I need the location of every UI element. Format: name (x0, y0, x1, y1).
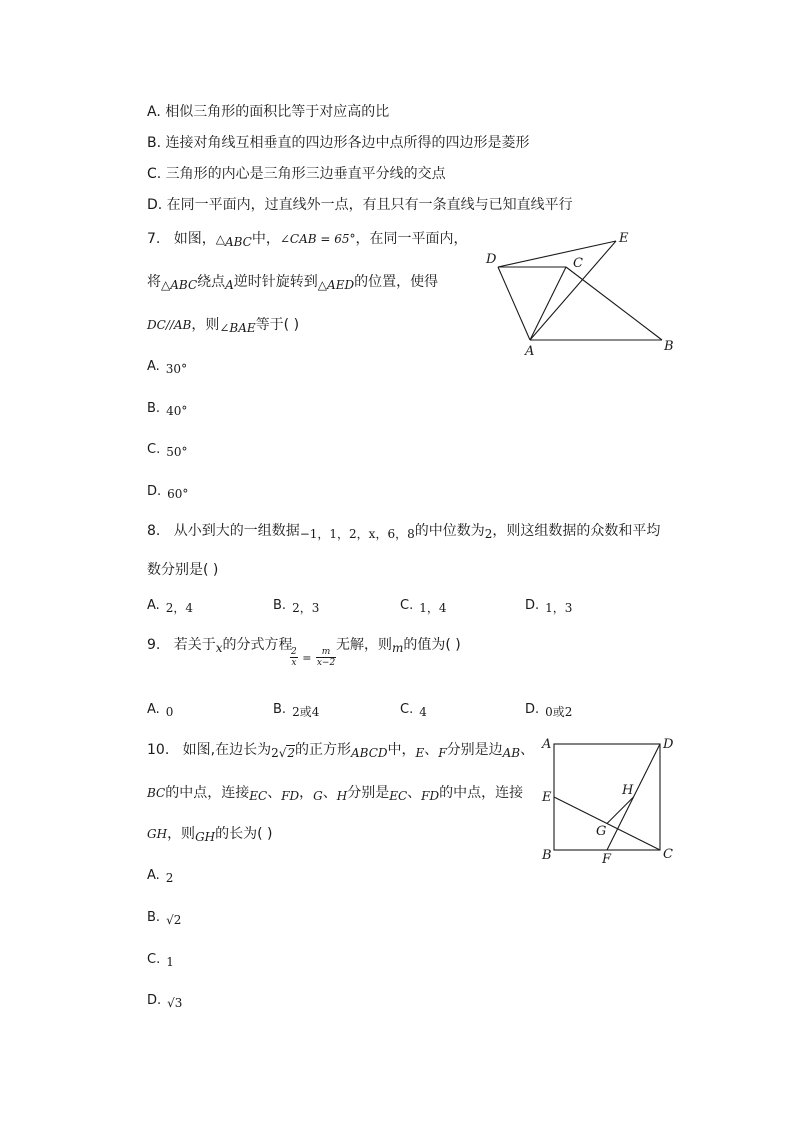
fig10-label-e: E (542, 790, 552, 805)
q9-line1-cont (336, 636, 461, 654)
q7-line3 (147, 316, 299, 334)
option-value: 2 (165, 871, 174, 885)
q10-line2 (147, 784, 523, 802)
math-x: x (215, 641, 223, 655)
q9-option-c (400, 700, 427, 719)
option-value: 1，3 (545, 601, 573, 615)
q10-line3 (147, 825, 273, 843)
q10-text: 、 (322, 785, 337, 801)
fig7-label-b: B (664, 339, 674, 354)
math-gh: GH (195, 830, 216, 844)
q10-text: 的中点，连接 (439, 785, 524, 801)
fig7-label-c: C (573, 256, 583, 271)
math-gh: GH (147, 827, 168, 841)
q10-number: 10. (147, 742, 170, 758)
option-label: C. (147, 442, 161, 457)
math-aed: AED (327, 278, 355, 292)
fraction-m-over-x-2 (316, 647, 336, 668)
option-label: A. (147, 359, 160, 374)
q7-text: 中， (251, 231, 280, 247)
fraction-denominator: x (291, 658, 297, 668)
q7-line2 (147, 273, 438, 291)
fig7-label-e: E (619, 231, 629, 246)
option-label: B. (273, 702, 287, 717)
q10-text: ，则 (167, 826, 196, 842)
option-label: D. (147, 484, 162, 499)
math-median: 2 (484, 527, 493, 541)
q8-number: 8. (147, 523, 161, 539)
math-bc: BC (147, 786, 166, 800)
math-fd: FD (281, 789, 300, 803)
q9-line1 (147, 636, 293, 654)
fraction-denominator: x−2 (316, 658, 336, 668)
q10-text: 分别是边 (446, 742, 503, 758)
q7-line1 (147, 230, 468, 248)
option-value: √2 (166, 913, 182, 927)
option-value: 0或2 (545, 705, 573, 719)
q10-option-a (147, 866, 173, 885)
option-value: 2，3 (292, 601, 320, 615)
q9-number: 9. (147, 637, 161, 653)
math-e: E (415, 746, 425, 760)
q6-option-b: B. 连接对角线互相垂直的四边形各边中点所得的四边形是菱形 (147, 135, 530, 151)
math-data-set: −1，1，2，x，6，8 (299, 527, 415, 541)
q7-text: ，在同一平面内， (355, 231, 468, 247)
option-label: A. (147, 702, 160, 717)
option-value: 4 (419, 705, 427, 719)
fig7-label-a: A (525, 344, 535, 358)
q8-option-d (525, 596, 572, 615)
fig10-label-f: F (602, 852, 612, 866)
q9-option-b (273, 700, 319, 719)
q7-text: 的位置，使得 (354, 274, 439, 290)
q10-option-c (147, 950, 174, 969)
q8-text: 的中位数为 (414, 523, 485, 539)
fig10-label-g: G (596, 824, 607, 839)
q6-option-d: D. 在同一平面内，过直线外一点，有且只有一条直线与已知直线平行 (147, 197, 573, 213)
q10-text: 的长为( ) (215, 826, 273, 842)
q10-text: 中， (387, 742, 416, 758)
math-angle-cab: ∠CAB = 65° (279, 232, 356, 246)
option-label: B. (147, 401, 161, 416)
math-side-length: 2√2 (271, 746, 296, 760)
q7-option-b (147, 399, 187, 418)
math-g: G (313, 789, 323, 803)
option-value: 50° (166, 445, 188, 459)
q8-text: 从小到大的一组数据 (173, 523, 300, 539)
option-label: B. (273, 598, 287, 613)
fig10-label-a: A (542, 737, 552, 752)
option-value: 1 (166, 955, 174, 969)
q8-line1 (147, 522, 660, 540)
option-label: A. (147, 598, 160, 613)
option-value: 40° (166, 404, 188, 418)
fraction-numerator: m (316, 647, 336, 658)
q8-line2: 数分别是( ) (147, 562, 219, 578)
math-abc: ABC (170, 278, 198, 292)
q10-text: 、 (407, 785, 422, 801)
q8-option-c (400, 596, 447, 615)
math-dc-parallel-ab: DC//AB (147, 318, 192, 332)
fig7-label-d: D (486, 252, 497, 267)
q7-option-c (147, 440, 188, 459)
option-label: B. (147, 910, 161, 925)
option-value: 30° (165, 362, 188, 376)
fig10-label-c: C (663, 847, 673, 862)
option-label: D. (147, 993, 162, 1008)
q9-text: 无解，则 (336, 637, 392, 653)
triangle-symbol: △ (215, 232, 225, 246)
q9-text: 的分式方程 (222, 637, 293, 653)
fraction-numerator: 2 (291, 647, 297, 657)
q7-text: 逆时针旋转到 (233, 274, 318, 290)
fig10-label-h: H (622, 783, 634, 798)
q10-option-b (147, 908, 181, 927)
q8-option-b (273, 596, 319, 615)
triangle-symbol: △ (161, 278, 171, 292)
math-fd: FD (421, 789, 440, 803)
fig10-label-d: D (663, 737, 674, 752)
sqrt-coefficient: 2 (271, 746, 279, 760)
option-label: D. (525, 598, 540, 613)
math-h: H (336, 789, 348, 803)
math-ec: EC (389, 789, 408, 803)
q10-text: 分别是 (347, 785, 390, 801)
q10-line1 (147, 741, 534, 759)
q9-text: 若关于 (173, 637, 216, 653)
q10-figure (538, 734, 678, 866)
option-label: C. (400, 598, 414, 613)
sqrt-radicand: 2 (287, 746, 296, 760)
math-ec: EC (249, 789, 268, 803)
option-value: 2或4 (292, 705, 320, 719)
option-label: C. (400, 702, 414, 717)
math-abcd: ABCD (351, 746, 388, 760)
q7-option-a (147, 357, 187, 376)
q6-option-c: C. 三角形的内心是三角形三边垂直平分线的交点 (147, 166, 446, 182)
q10-text: 的正方形 (295, 742, 352, 758)
option-label: A. (147, 868, 160, 883)
q10-text: 、 (520, 742, 535, 758)
math-abc: ABC (224, 235, 252, 249)
q10-text: 如图,在边长为 (182, 742, 272, 758)
q7-text: 绕点 (197, 274, 226, 290)
q9-option-d (525, 700, 572, 719)
q7-text: 将 (147, 274, 161, 290)
math-m: m (392, 641, 404, 655)
q10-option-d (147, 991, 182, 1010)
triangle-symbol: △ (317, 278, 328, 292)
math-angle-bae: ∠BAE (219, 321, 256, 335)
fig10-label-b: B (542, 848, 552, 863)
q7-text: 如图， (173, 231, 216, 247)
q8-text: ，则这组数据的众数和平均 (492, 523, 661, 539)
option-label: D. (525, 702, 540, 717)
q7-text: ，则 (191, 317, 220, 333)
q10-text: ， (299, 785, 314, 801)
option-value: 0 (165, 705, 174, 719)
option-label: C. (147, 952, 161, 967)
option-value: 60° (167, 487, 189, 501)
q7-figure (484, 228, 684, 358)
option-value: √3 (167, 996, 183, 1010)
q10-text: 、 (424, 742, 439, 758)
math-ab: AB (502, 746, 521, 760)
q7-number: 7. (147, 231, 161, 247)
q6-option-a: A. 相似三角形的面积比等于对应高的比 (147, 104, 390, 120)
q10-text: 的中点，连接 (165, 785, 250, 801)
option-value: 1，4 (419, 601, 447, 615)
equals-sign: = (302, 651, 312, 665)
fraction-2-over-x (290, 647, 298, 668)
q8-option-a (147, 596, 193, 615)
q10-text: 、 (267, 785, 282, 801)
q7-option-d (147, 482, 188, 501)
q7-text: 等于( ) (255, 317, 300, 333)
math-f: F (438, 746, 447, 760)
option-value: 2，4 (165, 601, 194, 615)
q9-option-a (147, 700, 173, 719)
q9-text: 的值为( ) (403, 637, 461, 653)
q9-equation (290, 647, 336, 668)
math-point-a: A (225, 278, 234, 292)
